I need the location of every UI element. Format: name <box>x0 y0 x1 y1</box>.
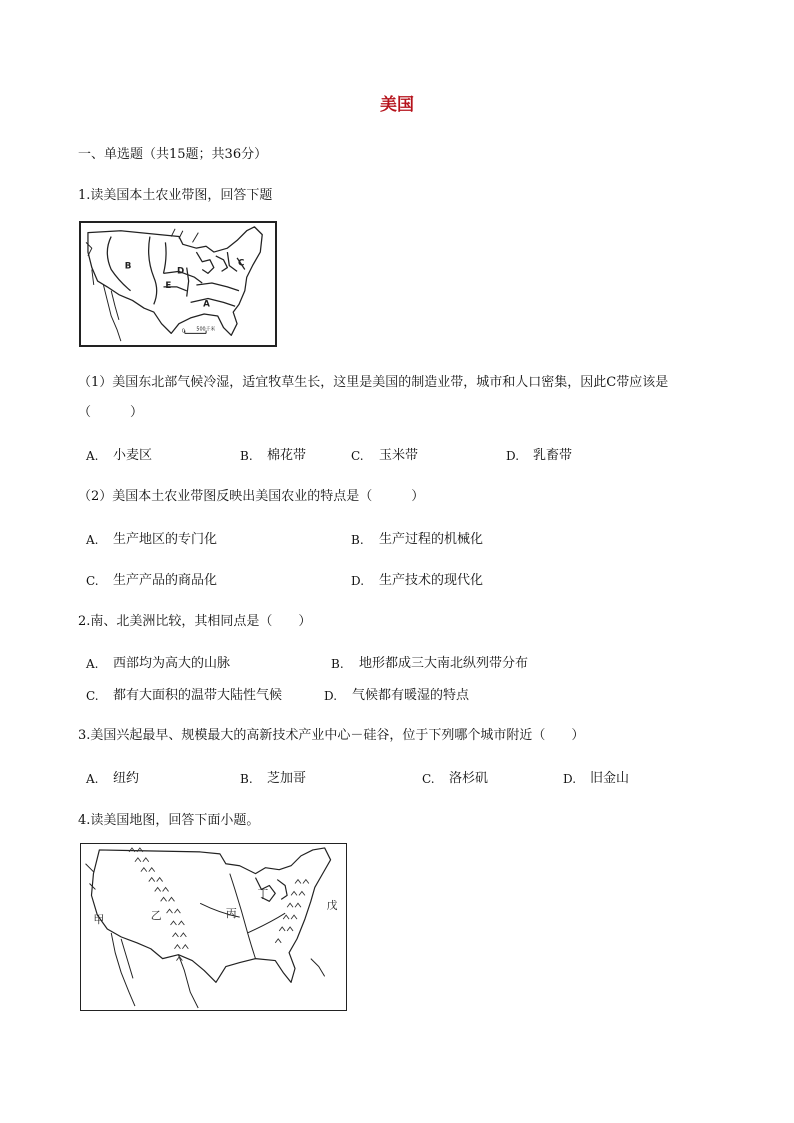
q1-sub2-stem: （2）美国本土农业带图反映出美国农业的特点是（ ） <box>78 489 425 504</box>
map-label-a: A <box>203 299 210 310</box>
q1-sub1-option-c-label[interactable]: C. <box>351 449 364 463</box>
q3-stem: 3.美国兴起最早、规模最大的高新技术产业中心－硅谷，位于下列哪个城市附近（ ） <box>78 728 585 743</box>
map-label-c: C <box>238 258 245 269</box>
q3-option-b-label[interactable]: B. <box>240 772 253 786</box>
q4-stem: 4.读美国地图，回答下面小题。 <box>78 813 260 828</box>
q3-option-a-label[interactable]: A. <box>86 772 99 786</box>
page-title: 美国 <box>380 95 414 115</box>
agriculture-map-drawing <box>81 223 275 345</box>
q2-option-c-text[interactable]: 都有大面积的温带大陆性气候 <box>113 688 283 703</box>
map-label-e: E <box>165 280 172 291</box>
q1-sub1-stem: （1）美国东北部气候冷湿，适宜牧草生长，这里是美国的制造业带，城市和人口密集，因此C带应该是 <box>78 375 669 390</box>
q2-option-d-label[interactable]: D. <box>324 689 338 703</box>
map-label-bing: 丙 <box>225 907 237 921</box>
q2-option-b-label[interactable]: B. <box>331 657 344 671</box>
q3-option-a-text[interactable]: 纽约 <box>113 771 140 786</box>
q1-sub1-option-b-label[interactable]: B. <box>240 449 253 463</box>
q1-sub2-option-c-text[interactable]: 生产产品的商品化 <box>113 573 218 588</box>
q1-sub1-option-d-text[interactable]: 乳畜带 <box>533 448 573 463</box>
us-terrain-map <box>80 843 347 1011</box>
us-agriculture-belt-map <box>79 221 277 347</box>
q1-sub2-option-d-text[interactable]: 生产技术的现代化 <box>379 573 484 588</box>
map-label-b: B <box>124 261 132 272</box>
q1-sub1-option-a-label[interactable]: A. <box>86 449 99 463</box>
q2-option-c-label[interactable]: C. <box>86 689 99 703</box>
q1-sub1-stem-blank: （ ） <box>78 405 144 420</box>
q1-sub2-option-b-label[interactable]: B. <box>351 533 364 547</box>
q2-option-d-text[interactable]: 气候都有暖湿的特点 <box>352 688 470 703</box>
q3-option-c-text[interactable]: 洛杉矶 <box>449 771 489 786</box>
q2-option-a-text[interactable]: 西部均为高大的山脉 <box>113 656 231 671</box>
map-scale-label: 500千米 <box>196 327 216 333</box>
map-label-yi: 乙 <box>150 909 162 923</box>
map-label-ding: 丁 <box>257 887 269 901</box>
terrain-map-drawing <box>81 844 346 1010</box>
q1-sub2-option-a-text[interactable]: 生产地区的专门化 <box>113 532 218 547</box>
q2-stem: 2.南、北美洲比较，其相同点是（ ） <box>78 614 312 629</box>
q1-sub2-option-c-label[interactable]: C. <box>86 574 99 588</box>
map-label-wu: 戊 <box>326 899 338 913</box>
q3-option-d-label[interactable]: D. <box>563 772 577 786</box>
map-label-d: D <box>177 266 185 277</box>
map-label-jia: 甲 <box>93 913 105 927</box>
q1-sub1-option-c-text[interactable]: 玉米带 <box>379 448 419 463</box>
q3-option-b-text[interactable]: 芝加哥 <box>267 771 307 786</box>
q2-option-a-label[interactable]: A. <box>86 657 99 671</box>
q1-sub2-option-b-text[interactable]: 生产过程的机械化 <box>379 532 484 547</box>
q3-option-d-text[interactable]: 旧金山 <box>590 771 630 786</box>
q1-sub1-option-d-label[interactable]: D. <box>506 449 520 463</box>
q3-option-c-label[interactable]: C. <box>422 772 435 786</box>
q2-option-b-text[interactable]: 地形都成三大南北纵列带分布 <box>359 656 529 671</box>
map-scale-zero: 0 <box>181 329 185 335</box>
q1-sub2-option-d-label[interactable]: D. <box>351 574 365 588</box>
q1-stem: 1.读美国本土农业带图，回答下题 <box>78 188 273 203</box>
q1-sub1-option-b-text[interactable]: 棉花带 <box>267 448 307 463</box>
q1-sub1-option-a-text[interactable]: 小麦区 <box>113 448 153 463</box>
section-heading: 一、单选题（共15题；共36分） <box>78 147 268 162</box>
q1-sub2-option-a-label[interactable]: A. <box>86 533 99 547</box>
